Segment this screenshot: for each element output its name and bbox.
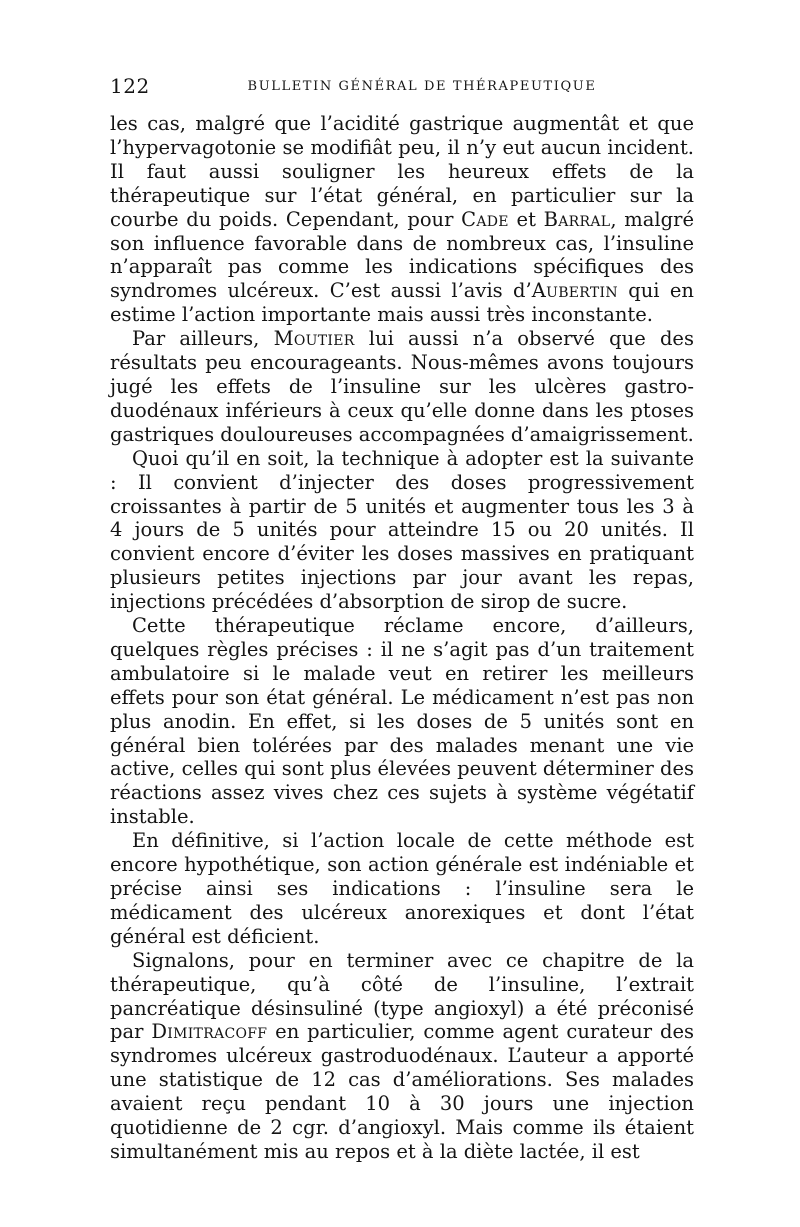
page-number: 122 [110,74,150,98]
running-title: BULLETIN GÉNÉRAL DE THÉRAPEUTIQUE [247,79,597,94]
paragraph [110,112,694,327]
page-header [110,68,694,98]
paragraph [110,327,694,447]
author-name: Cade [461,207,509,231]
paragraph [110,949,694,1164]
paragraph-text: Signalons, pour en terminer avec ce chapitre de la thérapeutique, qu’à côté de l’insuline, l’extrait pancréatique désinsuliné (type angioxyl) a été préconisé par [110,948,694,1044]
paragraph-text: Par ailleurs, [132,327,274,351]
document-page [110,68,694,1164]
paragraph-text: Quoi qu’il en soit, la technique à adopter est la suivante : Il convient d’injecter des doses progressivement croissantes à partir de 5 unités et augmenter tous les 3 à 4 jours de 5 unités pour atteindre 15 ou 20 unités. Il convient encore d’éviter les doses massives en pratiquant plusieurs petites injections par jour avant les repas, injections précédées d’absorption de sirop de sucre. [110,446,694,614]
paragraph-text: , malgré son influence favorable dans de nombreux cas, l’insuline n’apparaît pas comme les indications spécifiques des syndromes ulcéreux. C’est aussi l’avis d’ [110,207,694,303]
paragraph-text: les cas, malgré que l’acidité gastrique augmentât et que l’hypervagotonie se modifiât peu, il n’y eut aucun incident. Il faut aussi souligner les heureux effets de la thérapeutique sur l’état général, en particulier sur la courbe du poids. Cependant, pour [110,112,694,231]
paragraph-text: lui aussi n’a observé que des résultats peu encourageants. Nous-mêmes avons toujours jugé les effets de l’insuline sur les ulcères gastro-duodénaux inférieurs à ceux qu’elle donne dans les ptoses gastriques douloureuses accompagnées d’amaigrissement. [110,327,694,446]
paragraph-text: en particulier, comme agent curateur des syndromes ulcéreux gastroduodénaux. L’auteur a apporté une statistique de 12 cas d’améliorations. Ses malades avaient reçu pendant 10 à 30 jours une injection quotidienne de 2 cgr. d’angioxyl. Mais comme ils étaient simultanément mis au repos et à la diète lactée, il est [110,1020,694,1163]
author-name: Aubertin [531,279,618,303]
author-name: Barral [543,207,611,231]
paragraph-text: En définitive, si l’action locale de cette méthode est encore hypothétique, son action générale est indéniable et précise ainsi ses indications : l’insuline sera le médicament des ulcéreux anorexiques et dont l’état général est déficient. [110,829,694,948]
body-text [110,112,694,1164]
author-name: Moutier [273,327,355,351]
author-name: Dimitracoff [151,1020,268,1044]
paragraph-text: et [508,207,544,231]
paragraph [110,447,694,614]
paragraph-text: qui en estime l’action importante mais aussi très inconstante. [110,279,694,327]
paragraph [110,829,694,949]
paragraph [110,614,694,829]
paragraph-text: Cette thérapeutique réclame encore, d’ailleurs, quelques règles précises : il ne s’agit pas d’un traitement ambulatoire si le malade veut en retirer les meilleurs effets pour son état général. Le médicament n’est pas non plus anodin. En effet, si les doses de 5 unités sont en général bien tolérées par des malades menant une vie active, celles qui sont plus élevées peuvent déterminer des réactions assez vives chez ces sujets à système végétatif instable. [110,614,695,829]
